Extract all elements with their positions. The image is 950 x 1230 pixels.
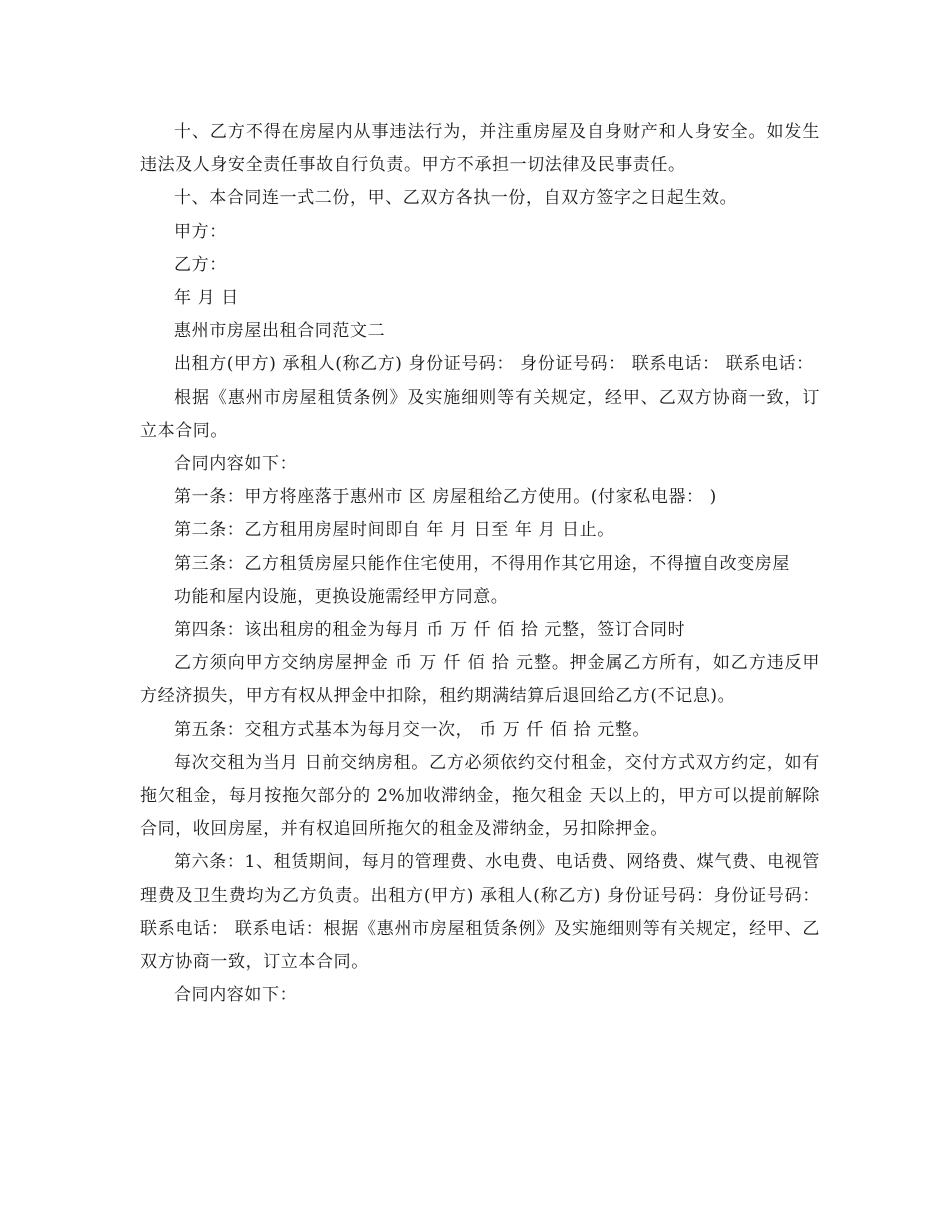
clause-ten-safety: 十、乙方不得在房屋内从事违法行为，并注重房屋及自身财产和人身安全。如发生违法及人身安全责任事故自行负责。甲方不承担一切法律及民事责任。 [140,122,820,176]
article-two: 第二条：乙方租用房屋时间即自 年 月 日至 年 月 日止。 [174,520,615,541]
clause-ten-copies: 十、本合同连一式二份，甲、乙双方各执一份，自双方签字之日起生效。 [174,188,738,209]
article-three-continued: 功能和屋内设施，更换设施需经甲方同意。 [174,586,509,607]
party-b-signature-line: 乙方： [174,254,227,275]
date-line: 年 月 日 [174,288,239,309]
article-three: 第三条：乙方租赁房屋只能作住宅使用，不得用作其它用途，不得擅自改变房屋 [174,553,790,574]
party-a-signature-line: 甲方： [174,221,227,242]
article-four-deposit: 乙方须向甲方交纳房屋押金 币 万 仟 佰 拾 元整。押金属乙方所有，如乙方违反甲方经济损失，甲方有权从押金中扣除，租约期满结算后退回给乙方(不记息)。 [140,653,820,707]
article-five: 第五条：交租方式基本为每月交一次， 币 万 仟 佰 拾 元整。 [174,719,651,740]
article-four: 第四条：该出租房的租金为每月 币 万 仟 佰 拾 元整，签订合同时 [174,620,686,641]
section-title: 惠州市房屋出租合同范文二 [174,321,386,342]
article-six: 第六条：1、租赁期间，每月的管理费、水电费、电话费、网络费、煤气费、电视管理费及卫生费均为乙方负责。出租方(甲方) 承租人(称乙方) 身份证号码：身份证号码： 联系电话： 联系电话：根据《惠州市房屋租赁条例》及实施细则等有关规定，经甲、乙双方协商一致，订立本合同。 [140,852,820,973]
parties-info: 出租方(甲方) 承租人(称乙方) 身份证号码： 身份证号码： 联系电话： 联系电话： [174,354,814,375]
article-one: 第一条：甲方将座落于惠州市 区 房屋租给乙方使用。(付家私电器： ) [174,487,717,508]
preamble: 根据《惠州市房屋租赁条例》及实施细则等有关规定，经甲、乙双方协商一致，订立本合同。 [140,387,820,441]
contract-content-heading: 合同内容如下： [174,454,298,475]
article-five-payment-terms: 每次交租为当月 日前交纳房租。乙方必须依约交付租金，交付方式双方约定，如有拖欠租金，每月按拖欠部分的 2%加收滞纳金，拖欠租金 天以上的，甲方可以提前解除合同，收回房屋，并有权追回所拖欠的租金及滞纳金，另扣除押金。 [140,752,820,840]
contract-content-heading-repeat: 合同内容如下： [174,985,298,1006]
document-body [140,116,820,1012]
